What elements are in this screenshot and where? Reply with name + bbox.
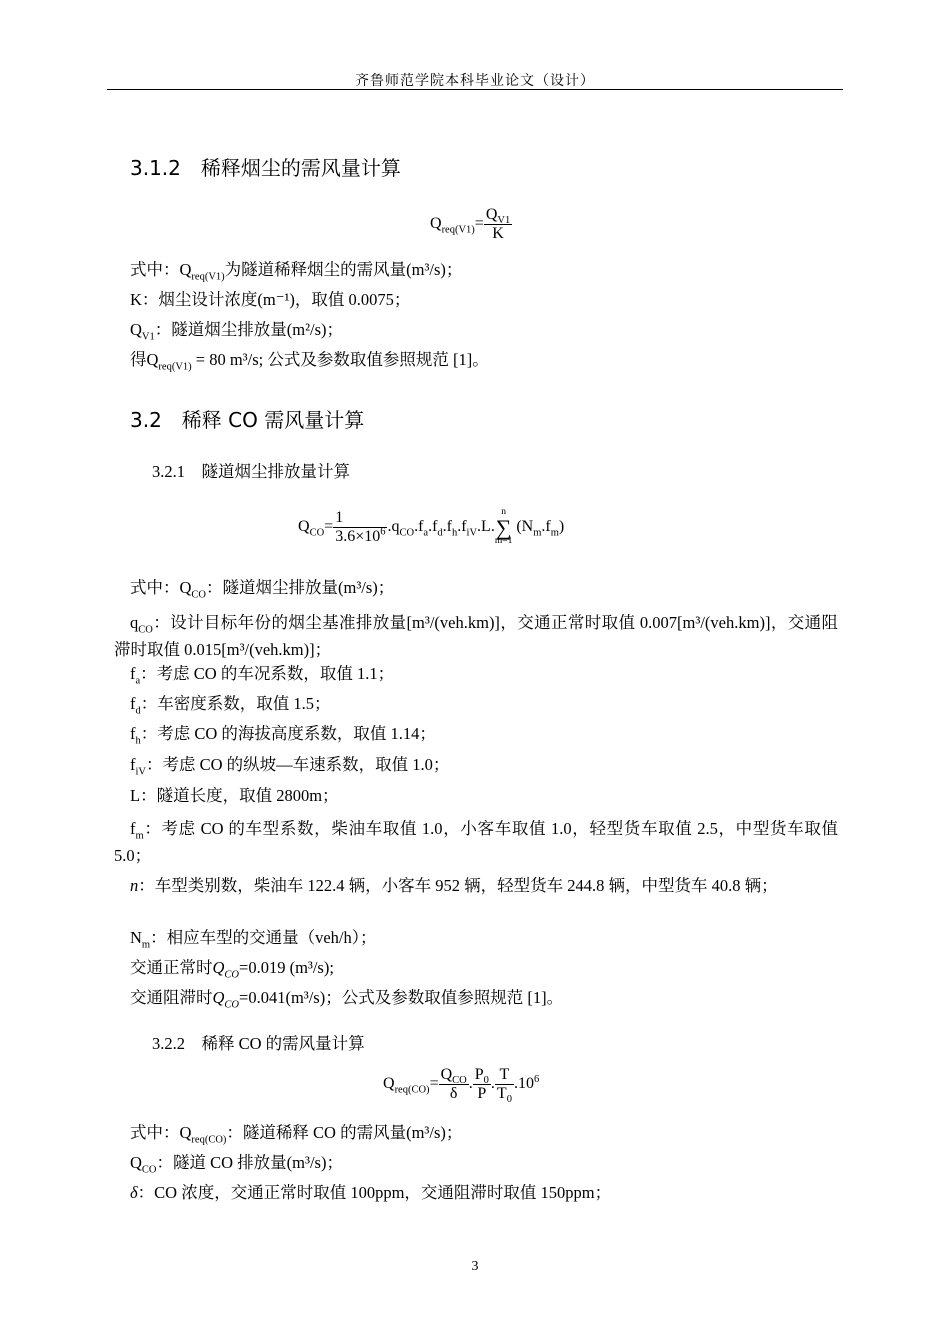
sigma: ∑ [495, 514, 512, 540]
def-label: 交通阻滞时 [130, 988, 213, 1007]
var-sub: d [437, 527, 443, 539]
dot: . [541, 518, 546, 536]
def-line-fd [130, 694, 331, 717]
frac-num: T [495, 1066, 514, 1085]
var-f: f [418, 518, 424, 536]
dot: . [490, 1075, 495, 1093]
def-sub: req(V1) [191, 271, 225, 283]
result-line-q-req-v1 [130, 350, 489, 373]
def-text: =0.019 (m³/s); [239, 958, 334, 977]
def-line-fm [114, 815, 838, 869]
def-label: 得Q [130, 350, 159, 369]
def-sub: a [135, 675, 141, 687]
def-line-fh [130, 724, 436, 747]
def-text: =0.041(m³/s)；公式及参数取值参照规范 [1]。 [239, 988, 564, 1007]
def-line-fiv [130, 755, 450, 778]
var-sub: h [451, 527, 458, 539]
dot: . [513, 1075, 518, 1093]
var-sub: iV [466, 527, 478, 539]
var-n: N [521, 518, 534, 536]
formula-q-req-co [383, 1066, 540, 1106]
dot: . [477, 518, 482, 536]
formula-equals: = [474, 215, 484, 233]
var-q: q [391, 518, 400, 536]
def-text: ：隧道烟尘排放量(m²/s)； [154, 320, 344, 339]
dot: . [442, 518, 447, 536]
var-f: f [545, 518, 551, 536]
def-text: ：设计目标年份的烟尘基准排放量[m³/(veh.km)]，交通正常时取值 0.007[m³/(veh.km)]，交通阻滞时取值 0.015[m³/(veh.km)]； [114, 613, 838, 659]
frac-num-sub: V1 [497, 215, 511, 227]
section-heading-3-2: 3.2 稀释 CO 需风量计算 [130, 408, 365, 432]
page-number: 3 [471, 1259, 479, 1274]
def-text: ：考虑 CO 的纵坡—车速系数，取值 1.0； [146, 755, 450, 774]
def-label: 式中：Q [130, 1123, 192, 1142]
frac-num: Q [440, 1066, 453, 1083]
def-text: ：车密度系数，取值 1.5； [140, 694, 331, 713]
def-line-l [130, 788, 339, 805]
dot: . [490, 518, 495, 536]
def-text: ：车型类别数，柴油车 122.4 辆，小客车 952 辆，轻型货车 244.8 辆，中型货车 40.8 辆； [138, 876, 778, 895]
formula-lhs-sub: CO [309, 527, 325, 539]
def-label: Q [130, 320, 142, 339]
formula-lhs: Q [430, 215, 442, 233]
section-heading-3-1-2: 3.1.2 稀释烟尘的需风量计算 [130, 156, 401, 180]
def-label: f [130, 664, 136, 683]
frac-den-sup: 6 [380, 526, 386, 538]
var-f: f [446, 518, 452, 536]
def-text: 烟尘设计浓度(m⁻¹)，取值 0.0075； [158, 290, 411, 309]
def-label: 式中：Q [130, 578, 192, 597]
dot: . [468, 1075, 473, 1093]
formula-equals: = [324, 518, 334, 536]
def-label: δ [130, 1183, 138, 1202]
def-label: K： [130, 290, 159, 309]
summation-sign [495, 508, 513, 547]
def-sub: CO [191, 589, 207, 601]
var-sub: CO [224, 999, 240, 1011]
def-text: ：相应车型的交通量（veh/h）； [150, 928, 377, 947]
def-label: f [130, 724, 136, 743]
def-sub: m [135, 830, 144, 842]
var-f: f [432, 518, 438, 536]
frac-den-sub: 0 [506, 1094, 512, 1106]
def-text: ：考虑 CO 的海拔高度系数，取值 1.14； [140, 724, 436, 743]
var-sub: m [550, 527, 559, 539]
def-sub: CO [141, 1164, 157, 1176]
def-text: ：隧道稀释 CO 的需风量(m³/s)； [226, 1123, 463, 1142]
var-sub: m [533, 527, 542, 539]
def-text: 隧道长度，取值 2800m； [156, 786, 339, 805]
def-label: N [130, 928, 142, 947]
formula-lhs: Q [383, 1075, 395, 1093]
dot: . [428, 518, 433, 536]
def-line-fa [130, 664, 395, 687]
frac-num: 1 [333, 509, 387, 528]
formula-fraction [333, 509, 387, 546]
def-label: f [130, 819, 136, 838]
def-line-qv1 [130, 320, 344, 343]
def-sub: req(V1) [158, 361, 192, 373]
result-line-blocked [130, 988, 564, 1011]
var-f: f [461, 518, 467, 536]
dot: . [414, 518, 419, 536]
frac-den: K [492, 225, 504, 242]
frac-num-sub: CO [452, 1075, 467, 1087]
frac-den: P [477, 1085, 487, 1102]
def-line-qco-emission [130, 1153, 343, 1176]
page-header: 齐鲁师范学院本科毕业论文（设计） [355, 74, 595, 89]
def-label: 式中：Q [130, 260, 192, 279]
def-text: = 80 m³/s; 公式及参数取值参照规范 [1]。 [191, 350, 489, 369]
def-line-qco [130, 578, 395, 601]
def-label: Q [130, 1153, 142, 1172]
def-text: ：CO 浓度，交通正常时取值 100ppm，交通阻滞时取值 150ppm； [137, 1183, 612, 1202]
def-sub: m [141, 939, 151, 951]
sum-upper: n [501, 507, 506, 517]
dot: . [457, 518, 462, 536]
def-label: 交通正常时 [130, 958, 213, 977]
section-heading-3-2-1: 3.2.1 隧道烟尘排放量计算 [152, 462, 350, 481]
frac-num: Q [485, 206, 498, 223]
var-sub: CO [224, 969, 240, 981]
def-sub: d [135, 705, 141, 717]
def-line-nm [130, 928, 377, 951]
var-sub: a [423, 527, 429, 539]
def-sub: V1 [141, 331, 155, 343]
def-label: L： [130, 786, 157, 805]
result-line-normal [130, 958, 334, 981]
def-text: ：隧道烟尘排放量(m³/s)； [206, 578, 395, 597]
def-text: ：考虑 CO 的车型系数，柴油车取值 1.0，小客车取值 1.0，轻型货车取值 2.5，中型货车取值 5.0； [114, 819, 838, 865]
def-label: f [130, 755, 136, 774]
def-sub: h [135, 735, 141, 747]
formula-lhs: Q [298, 518, 310, 536]
def-line-delta [130, 1185, 611, 1202]
formula-equals: = [429, 1075, 439, 1093]
def-text: ：隧道 CO 排放量(m³/s)； [156, 1153, 343, 1172]
formula-fraction [484, 206, 512, 243]
def-line-q-req-v1 [130, 260, 463, 283]
frac-den: 3.6×10 [335, 527, 381, 545]
def-sub: req(CO) [191, 1134, 227, 1146]
var-sub: CO [399, 527, 415, 539]
formula-qco: $Q_{CO}=$ $\frac{1}{3.6\times 10^6}$ $.q_{CO}.f_a.f_d.f_h.f_{iV}.L$. n ∑ m=1 $(N_m.f_m)$ [298, 507, 565, 547]
fraction-qco-delta [439, 1066, 469, 1103]
section-heading-3-2-2: 3.2.2 稀释 CO 的需风量计算 [152, 1034, 365, 1053]
power-base: 10 [517, 1075, 534, 1093]
frac-den: δ [449, 1085, 458, 1102]
var-l: L [481, 518, 491, 536]
formula-q-req-v1 [430, 206, 512, 243]
var-q: Q [212, 988, 225, 1007]
def-text: ：考虑 CO 的车况系数，取值 1.1； [140, 664, 395, 683]
def-label: q [130, 613, 139, 632]
def-line-qco-rate [114, 609, 838, 663]
power-exp: 6 [533, 1073, 540, 1085]
frac-num: P [474, 1066, 484, 1083]
fraction-t-t0 [495, 1066, 514, 1106]
sum-lower: m=1 [494, 536, 513, 547]
formula-lhs-sub: req(V1) [441, 224, 475, 236]
def-line-n [114, 872, 838, 899]
formula-lhs-sub: req(CO) [394, 1084, 430, 1096]
dot: . [387, 518, 392, 536]
frac-num-sub: 0 [483, 1075, 489, 1087]
def-line-q-req-co [130, 1123, 463, 1146]
def-label: n [130, 876, 139, 895]
def-label: f [130, 694, 136, 713]
def-sub: iV [135, 766, 146, 778]
var-q: Q [212, 958, 225, 977]
header-rule [107, 89, 843, 90]
def-text: 为隧道稀释烟尘的需风量(m³/s)； [224, 260, 463, 279]
fraction-p0-p [473, 1066, 491, 1103]
def-sub: CO [138, 624, 153, 636]
def-line-k [130, 292, 410, 309]
frac-den: T [496, 1085, 507, 1102]
